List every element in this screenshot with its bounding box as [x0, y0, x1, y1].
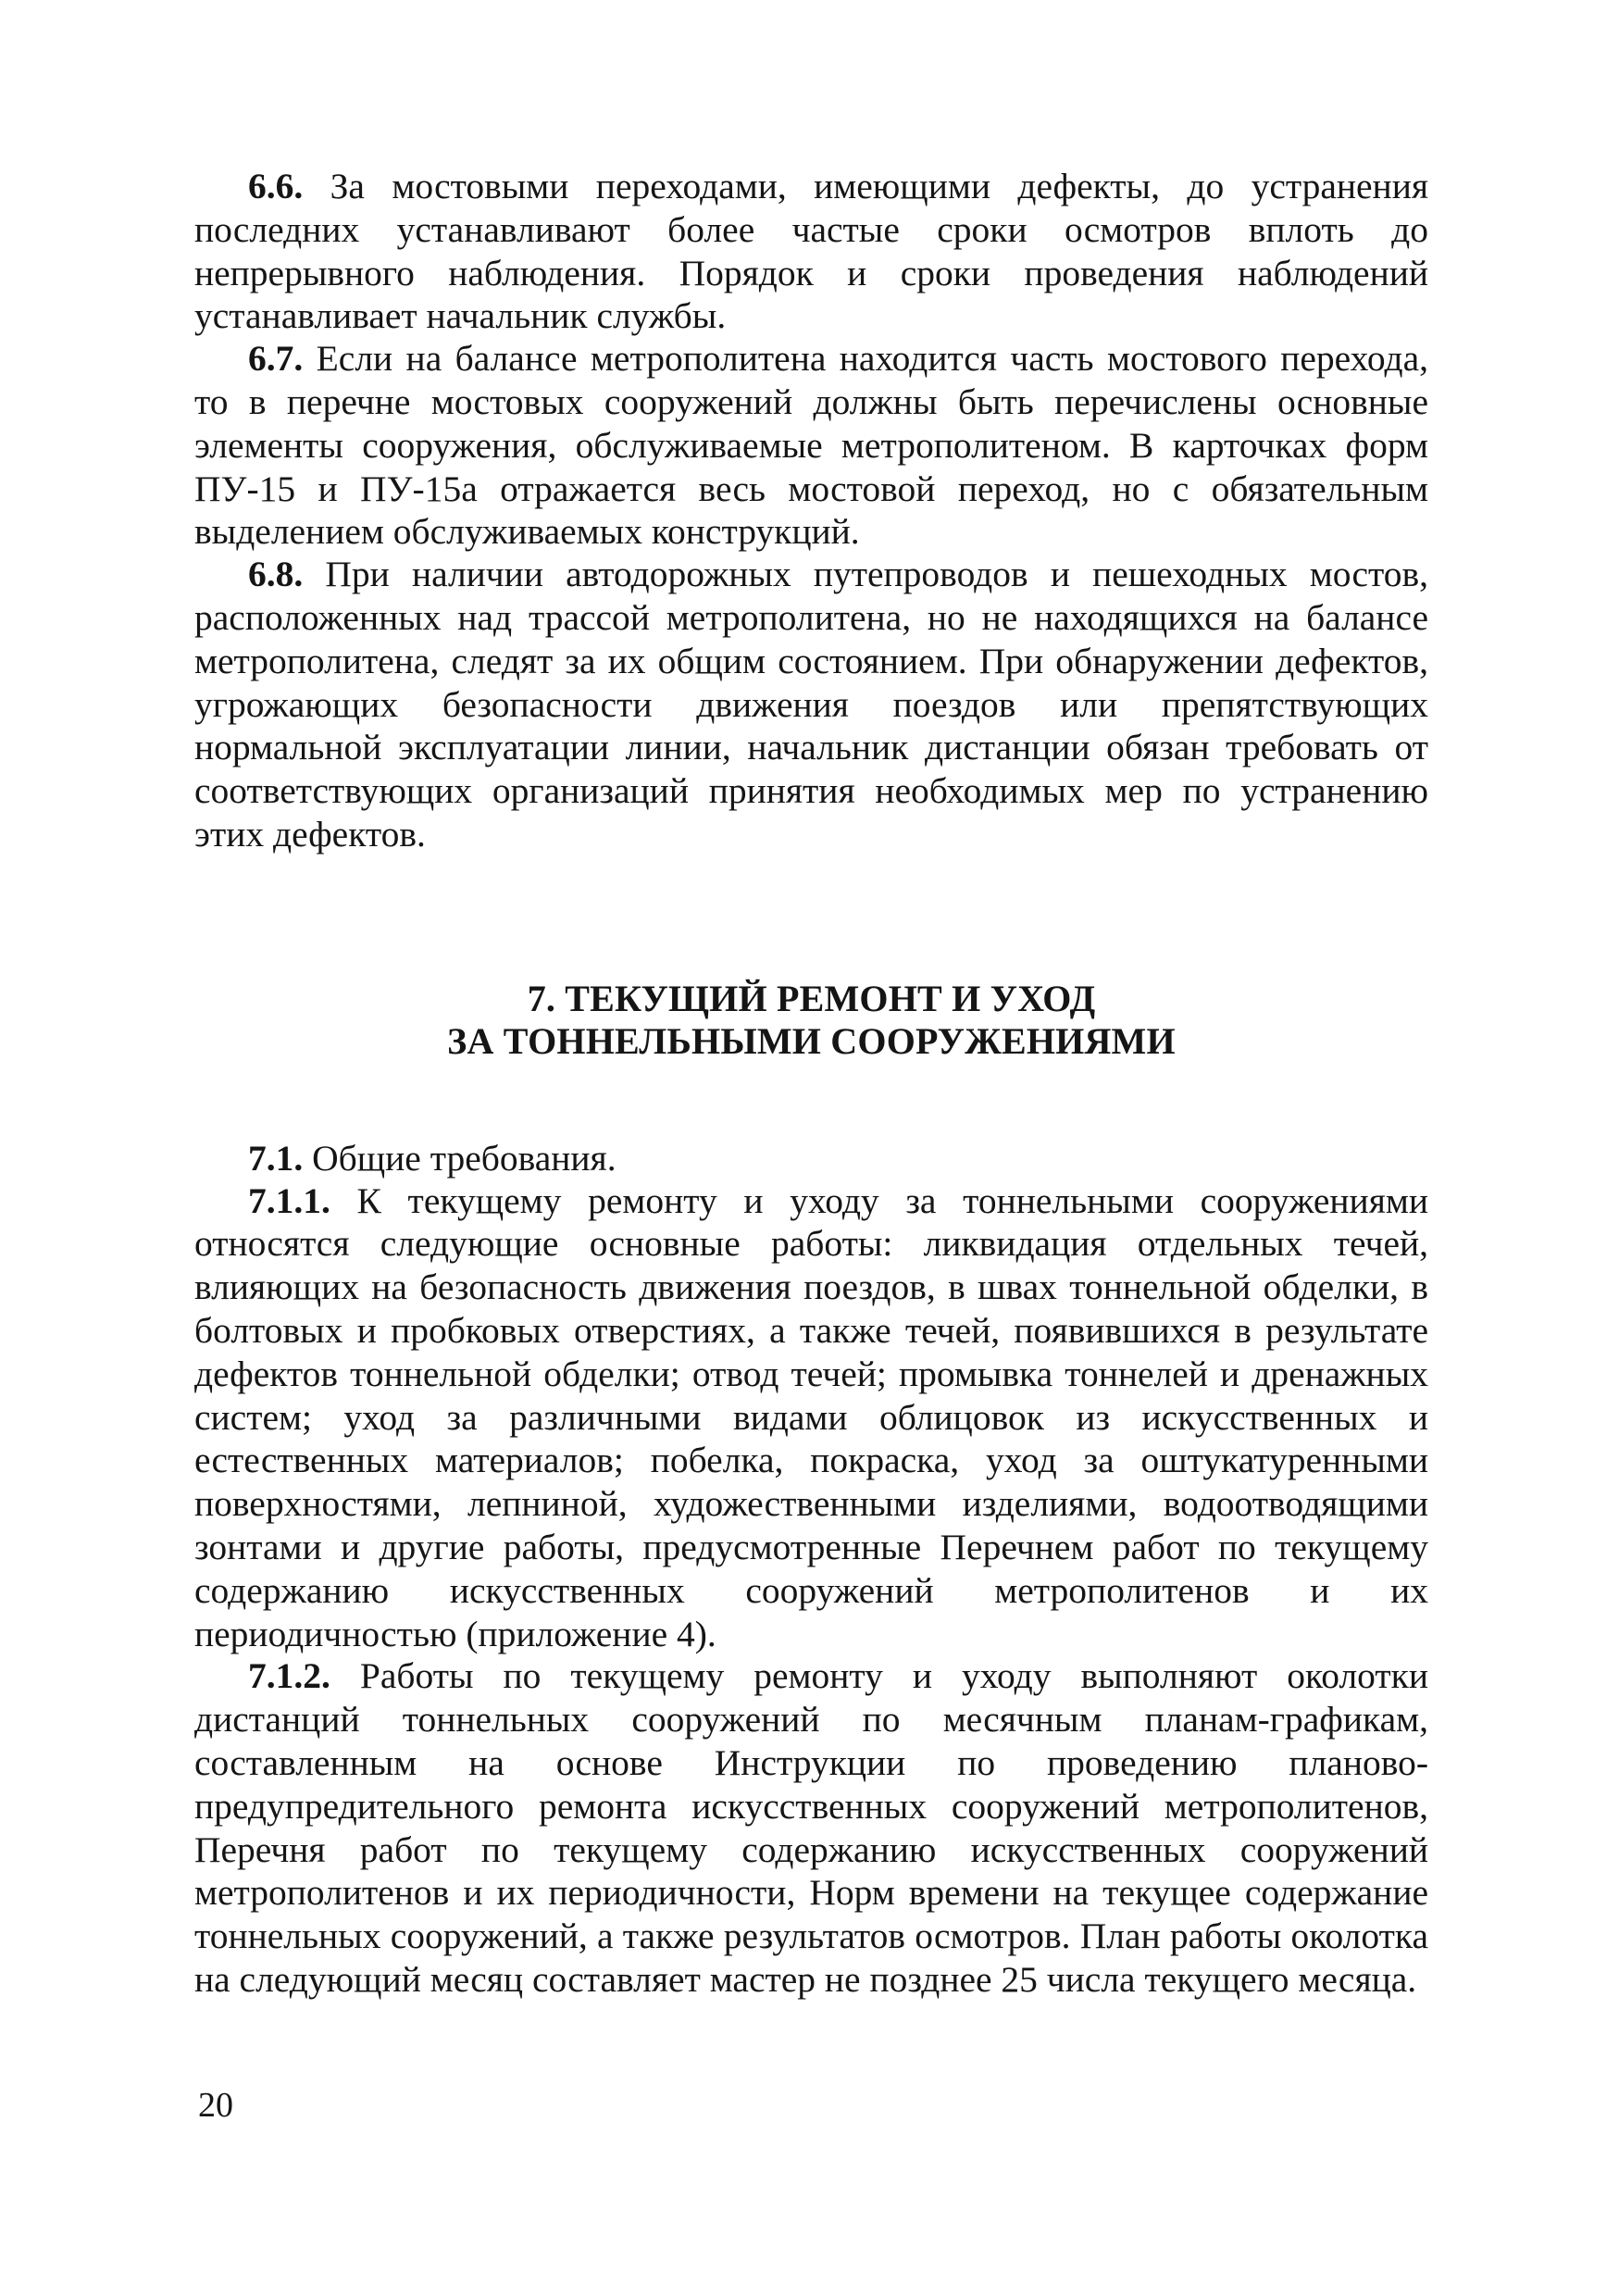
page-content — [194, 165, 1428, 2001]
section-heading-line-1: 7. ТЕКУЩИЙ РЕМОНТ И УХОД — [527, 977, 1096, 1019]
paragraph-number: 6.7. — [248, 338, 304, 380]
paragraph-7-1-2 — [194, 1654, 1428, 2001]
page-number: 20 — [198, 2086, 233, 2125]
paragraph-7-1-1 — [194, 1179, 1428, 1656]
paragraph-text: К текущему ремонту и уходу за тоннельными сооружениями относятся следующие основные работы: ликвидация отдельных течей, влияющих на безопасность движения поездов, в швах тоннельной обделки, в болтовых и пробковых отверстиях, а также течей, появившихся в результате дефектов тоннельной обделки; отвод течей; промывка тоннелей и дренажных систем; уход за различными видами облицовок из искусственных и естественных материалов; побелка, покраска, уход за оштукатуренными поверхностями, лепниной, художественными изделиями, водоотводящими зонтами и другие работы, предусмотренные Перечнем работ по текущему содержанию искусственных сооружений метрополитенов и их периодичностью (приложение 4). — [194, 1179, 1428, 1654]
paragraph-text: За мостовыми переходами, имеющими дефекты, до устранения последних устанавливают более частые сроки осмотров вплоть до непрерывного наблюдения. Порядок и сроки проведения наблюдений устанавливает начальник службы. — [194, 166, 1429, 337]
paragraph-number: 6.6. — [248, 166, 304, 206]
paragraph-text: Работы по текущему ремонту и уходу выполняют околотки дистанций тоннельных сооружений по месячным планам-графикам, составленным на основе Инструкции по проведению планово-предупредительного ремонта искусственных сооружений метрополитенов, Перечня работ по текущему содержанию искусственных сооружений метрополитенов и их периодичности, Норм времени на текущее содержание тоннельных сооружений, а также результатов осмотров. План работы околотка на следующий месяц составляет мастер не позднее 25 числа текущего месяца. — [194, 1655, 1428, 2000]
section-heading — [194, 978, 1428, 1063]
paragraph-number: 7.1.1. — [248, 1179, 330, 1221]
paragraph-text: Общие требования. — [312, 1137, 616, 1179]
section-heading-line-2: ЗА ТОННЕЛЬНЫМИ СООРУЖЕНИЯМИ — [447, 1019, 1176, 1062]
paragraph-6-6 — [194, 165, 1428, 338]
paragraph-6-8 — [194, 553, 1428, 856]
section-spacer — [194, 1063, 1428, 1137]
paragraph-text: Если на балансе метрополитена находится часть мостового перехода, то в перечне мостовых сооружений должны быть перечислены основные элементы сооружения, обслуживаемые метрополитеном. В карточках форм ПУ-15 и ПУ-15а отражается весь мостовой переход, но с обязательным выделением обслуживаемых конструкций. — [194, 338, 1429, 553]
paragraph-text: При наличии автодорожных путепроводов и пешеходных мостов, расположенных над трассой метрополитена, но не находящихся на балансе метрополитена, следят за их общим состоянием. При обнаружении дефектов, угрожающих безопасности движения поездов или препятствующих нормальной эксплуатации линии, начальник дистанции обязан требовать от соответствующих организаций принятия необходимых мер по устранению этих дефектов. — [194, 554, 1428, 855]
paragraph-7-1 — [194, 1137, 1428, 1180]
paragraph-number: 7.1.2. — [248, 1655, 330, 1697]
paragraph-number: 6.8. — [248, 554, 304, 595]
paragraph-number: 7.1. — [248, 1137, 304, 1179]
paragraph-6-7 — [194, 337, 1428, 554]
